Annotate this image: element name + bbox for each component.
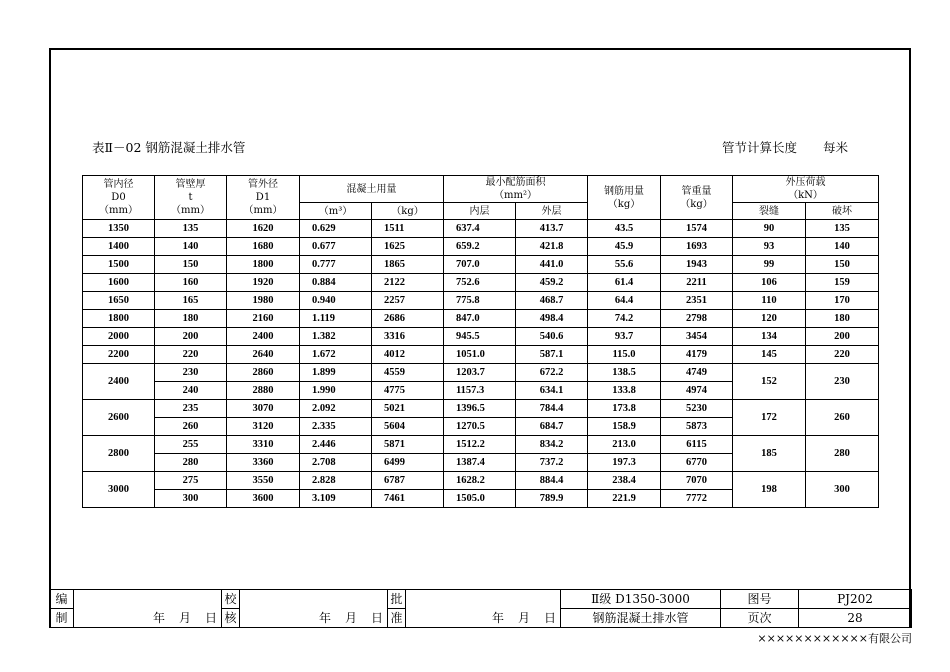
table-cell-merged: 198 bbox=[733, 472, 806, 508]
table-cell: 1680 bbox=[227, 238, 300, 256]
table-cell: 2257 bbox=[372, 292, 444, 310]
table-cell: 1943 bbox=[661, 256, 733, 274]
tb-spec-line2: 钢筋混凝土排水管 bbox=[561, 609, 721, 628]
table-cell: 1396.5 bbox=[444, 400, 516, 418]
table-cell: 133.8 bbox=[588, 382, 661, 400]
header-crack: 裂缝 bbox=[733, 203, 806, 220]
table-cell: 1650 bbox=[83, 292, 155, 310]
tb-pi: 批 bbox=[388, 590, 406, 609]
table-cell: 0.777 bbox=[300, 256, 372, 274]
header-line: 管外径 bbox=[248, 179, 278, 190]
table-cell: 90 bbox=[733, 220, 806, 238]
table-cell: 6115 bbox=[661, 436, 733, 454]
table-cell: 1920 bbox=[227, 274, 300, 292]
table-cell-merged: 300 bbox=[806, 472, 879, 508]
table-cell: 1800 bbox=[227, 256, 300, 274]
table-cell: 0.884 bbox=[300, 274, 372, 292]
table-cell: 1051.0 bbox=[444, 346, 516, 364]
table-cell: 45.9 bbox=[588, 238, 661, 256]
length-label: 管节计算长度 bbox=[722, 140, 798, 155]
table-cell-merged: 152 bbox=[733, 364, 806, 400]
table-cell: 1270.5 bbox=[444, 418, 516, 436]
table-cell: 0.940 bbox=[300, 292, 372, 310]
table-cell-merged: 3000 bbox=[83, 472, 155, 508]
header-line: 管壁厚 bbox=[175, 179, 206, 190]
header-line: （mm） bbox=[243, 205, 283, 216]
table-cell: 0.629 bbox=[300, 220, 372, 238]
table-cell-merged: 2800 bbox=[83, 436, 155, 472]
table-cell: 2798 bbox=[661, 310, 733, 328]
table-cell: 1387.4 bbox=[444, 454, 516, 472]
tb-check-date: 年 月 日 bbox=[240, 590, 388, 628]
table-cell: 5021 bbox=[372, 400, 444, 418]
table-row bbox=[83, 364, 879, 382]
tb-he: 核 bbox=[222, 609, 240, 628]
table-cell: 413.7 bbox=[516, 220, 588, 238]
header-concrete-kg: （kg） bbox=[372, 203, 444, 220]
table-cell: 180 bbox=[155, 310, 227, 328]
table-header bbox=[83, 176, 879, 220]
header-concrete: 混凝土用量 bbox=[300, 176, 444, 203]
table-cell: 280 bbox=[155, 454, 227, 472]
table-cell: 3550 bbox=[227, 472, 300, 490]
table-cell: 2200 bbox=[83, 346, 155, 364]
table-cell: 540.6 bbox=[516, 328, 588, 346]
table-cell: 1505.0 bbox=[444, 490, 516, 508]
table-cell: 1.382 bbox=[300, 328, 372, 346]
table-row bbox=[83, 274, 879, 292]
table-cell: 238.4 bbox=[588, 472, 661, 490]
length-value: 每米 bbox=[822, 140, 848, 155]
header-line: （mm） bbox=[99, 205, 138, 216]
tb-jiao: 校 bbox=[222, 590, 240, 609]
header-line: D0 bbox=[111, 192, 126, 203]
table-cell: 99 bbox=[733, 256, 806, 274]
header-line: （kg） bbox=[680, 198, 713, 210]
table-cell: 1865 bbox=[372, 256, 444, 274]
table-cell: 74.2 bbox=[588, 310, 661, 328]
table-row bbox=[83, 400, 879, 418]
table-cell: 255 bbox=[155, 436, 227, 454]
table-cell: 3310 bbox=[227, 436, 300, 454]
table-cell: 240 bbox=[155, 382, 227, 400]
table-cell: 752.6 bbox=[444, 274, 516, 292]
table-cell: 140 bbox=[806, 238, 879, 256]
table-cell: 134 bbox=[733, 328, 806, 346]
table-cell: 1203.7 bbox=[444, 364, 516, 382]
tb-approve-date: 年 月 日 bbox=[406, 590, 561, 628]
table-cell: 468.7 bbox=[516, 292, 588, 310]
table-cell: 2.708 bbox=[300, 454, 372, 472]
header-outer-layer: 外层 bbox=[516, 203, 588, 220]
table-row bbox=[83, 310, 879, 328]
table-cell: 2122 bbox=[372, 274, 444, 292]
table-row bbox=[83, 292, 879, 310]
table-cell: 221.9 bbox=[588, 490, 661, 508]
table-cell: 3600 bbox=[227, 490, 300, 508]
table-cell: 2.092 bbox=[300, 400, 372, 418]
table-cell: 230 bbox=[155, 364, 227, 382]
table-row bbox=[83, 238, 879, 256]
table-cell: 5604 bbox=[372, 418, 444, 436]
header-external-load bbox=[733, 176, 879, 203]
table-cell: 2.335 bbox=[300, 418, 372, 436]
length-note bbox=[722, 138, 848, 156]
table-cell: 93.7 bbox=[588, 328, 661, 346]
table-cell: 587.1 bbox=[516, 346, 588, 364]
table-cell: 737.2 bbox=[516, 454, 588, 472]
table-cell: 707.0 bbox=[444, 256, 516, 274]
header-line: 管内径 bbox=[103, 179, 134, 190]
table-cell: 170 bbox=[806, 292, 879, 310]
table-cell: 1400 bbox=[83, 238, 155, 256]
table-cell: 2160 bbox=[227, 310, 300, 328]
tb-zhi: 制 bbox=[50, 609, 74, 628]
table-cell: 1693 bbox=[661, 238, 733, 256]
table-cell-merged: 260 bbox=[806, 400, 879, 436]
tb-page-label: 页次 bbox=[721, 609, 799, 628]
table-cell-merged: 2600 bbox=[83, 400, 155, 436]
table-row bbox=[83, 328, 879, 346]
tb-page: 28 bbox=[799, 609, 912, 628]
pipe-spec-table bbox=[82, 175, 879, 508]
table-cell: 834.2 bbox=[516, 436, 588, 454]
table-cell: 6787 bbox=[372, 472, 444, 490]
tb-drawing-no: PJ202 bbox=[799, 590, 912, 609]
header-outer-diameter bbox=[227, 176, 300, 220]
header-line: t bbox=[188, 192, 193, 203]
table-cell: 5871 bbox=[372, 436, 444, 454]
table-cell: 197.3 bbox=[588, 454, 661, 472]
table-cell: 220 bbox=[806, 346, 879, 364]
table-cell: 275 bbox=[155, 472, 227, 490]
table-cell: 145 bbox=[733, 346, 806, 364]
table-cell: 43.5 bbox=[588, 220, 661, 238]
table-cell: 1600 bbox=[83, 274, 155, 292]
table-row bbox=[83, 472, 879, 490]
header-rebar-area bbox=[444, 176, 588, 203]
table-cell: 2.828 bbox=[300, 472, 372, 490]
table-cell: 1625 bbox=[372, 238, 444, 256]
table-cell: 165 bbox=[155, 292, 227, 310]
table-cell: 159 bbox=[806, 274, 879, 292]
table-cell: 173.8 bbox=[588, 400, 661, 418]
table-cell: 2351 bbox=[661, 292, 733, 310]
table-cell: 3070 bbox=[227, 400, 300, 418]
table-cell: 1512.2 bbox=[444, 436, 516, 454]
header-wall-thickness bbox=[155, 176, 227, 220]
table-cell: 1511 bbox=[372, 220, 444, 238]
table-cell: 106 bbox=[733, 274, 806, 292]
table-cell: 150 bbox=[155, 256, 227, 274]
table-cell: 138.5 bbox=[588, 364, 661, 382]
header-line: （kN） bbox=[788, 190, 823, 201]
table-row bbox=[83, 256, 879, 274]
table-cell-merged: 230 bbox=[806, 364, 879, 400]
table-cell: 1800 bbox=[83, 310, 155, 328]
table-cell: 1980 bbox=[227, 292, 300, 310]
table-cell: 7070 bbox=[661, 472, 733, 490]
header-line: 外压荷载 bbox=[785, 177, 826, 188]
table-cell: 180 bbox=[806, 310, 879, 328]
table-cell: 1.899 bbox=[300, 364, 372, 382]
table-cell: 135 bbox=[155, 220, 227, 238]
table-row bbox=[83, 220, 879, 238]
table-cell: 2640 bbox=[227, 346, 300, 364]
table-cell: 1500 bbox=[83, 256, 155, 274]
table-cell: 135 bbox=[806, 220, 879, 238]
table-cell: 120 bbox=[733, 310, 806, 328]
table-cell: 1157.3 bbox=[444, 382, 516, 400]
header-line: （mm²） bbox=[494, 190, 537, 201]
table-cell: 1.119 bbox=[300, 310, 372, 328]
header-concrete-m3: （m³） bbox=[300, 203, 372, 220]
table-cell: 3360 bbox=[227, 454, 300, 472]
table-cell: 684.7 bbox=[516, 418, 588, 436]
table-cell-merged: 185 bbox=[733, 436, 806, 472]
table-cell: 3120 bbox=[227, 418, 300, 436]
table-cell: 847.0 bbox=[444, 310, 516, 328]
table-title bbox=[92, 138, 245, 156]
table-cell: 498.4 bbox=[516, 310, 588, 328]
table-cell: 7461 bbox=[372, 490, 444, 508]
table-cell: 2000 bbox=[83, 328, 155, 346]
header-inner-layer: 内层 bbox=[444, 203, 516, 220]
table-cell: 2.446 bbox=[300, 436, 372, 454]
table-cell: 4775 bbox=[372, 382, 444, 400]
table-cell: 2211 bbox=[661, 274, 733, 292]
table-cell-merged: 2400 bbox=[83, 364, 155, 400]
tb-zhun: 准 bbox=[388, 609, 406, 628]
table-cell: 5230 bbox=[661, 400, 733, 418]
table-cell: 2880 bbox=[227, 382, 300, 400]
table-row bbox=[83, 346, 879, 364]
table-cell: 4749 bbox=[661, 364, 733, 382]
table-cell: 260 bbox=[155, 418, 227, 436]
table-cell: 61.4 bbox=[588, 274, 661, 292]
table-cell: 659.2 bbox=[444, 238, 516, 256]
tb-bian: 编 bbox=[50, 590, 74, 609]
table-cell: 55.6 bbox=[588, 256, 661, 274]
tb-drawing-no-label: 图号 bbox=[721, 590, 799, 609]
table-number: 表Ⅱ－02 bbox=[92, 140, 142, 155]
table-cell: 459.2 bbox=[516, 274, 588, 292]
table-cell: 6499 bbox=[372, 454, 444, 472]
table-cell: 1.672 bbox=[300, 346, 372, 364]
table-cell: 200 bbox=[155, 328, 227, 346]
header-line: （kg） bbox=[607, 198, 641, 210]
table-cell: 421.8 bbox=[516, 238, 588, 256]
header-pipe-weight bbox=[661, 176, 733, 220]
table-cell: 220 bbox=[155, 346, 227, 364]
table-cell: 884.4 bbox=[516, 472, 588, 490]
table-cell: 6770 bbox=[661, 454, 733, 472]
table-cell: 0.677 bbox=[300, 238, 372, 256]
table-cell: 300 bbox=[155, 490, 227, 508]
table-name: 钢筋混凝土排水管 bbox=[145, 140, 246, 155]
table-cell: 2686 bbox=[372, 310, 444, 328]
table-cell: 441.0 bbox=[516, 256, 588, 274]
header-line: 最小配筋面积 bbox=[485, 177, 546, 188]
table-cell: 2400 bbox=[227, 328, 300, 346]
table-cell: 4974 bbox=[661, 382, 733, 400]
table-cell: 235 bbox=[155, 400, 227, 418]
table-cell: 1350 bbox=[83, 220, 155, 238]
tb-spec-line1: Ⅱ级 D1350-3000 bbox=[561, 590, 721, 609]
table-cell: 64.4 bbox=[588, 292, 661, 310]
table-cell: 93 bbox=[733, 238, 806, 256]
table-cell: 140 bbox=[155, 238, 227, 256]
table-cell: 1574 bbox=[661, 220, 733, 238]
table-cell: 634.1 bbox=[516, 382, 588, 400]
table-cell: 1.990 bbox=[300, 382, 372, 400]
table-cell: 158.9 bbox=[588, 418, 661, 436]
tb-compile-date: 年 月 日 bbox=[74, 590, 222, 628]
header-failure: 破坏 bbox=[806, 203, 879, 220]
table-cell: 4179 bbox=[661, 346, 733, 364]
table-cell: 4012 bbox=[372, 346, 444, 364]
table-cell: 945.5 bbox=[444, 328, 516, 346]
title-block bbox=[49, 589, 912, 628]
header-inner-diameter bbox=[83, 176, 155, 220]
table-body bbox=[83, 220, 879, 508]
table-cell: 775.8 bbox=[444, 292, 516, 310]
table-cell: 2860 bbox=[227, 364, 300, 382]
table-cell: 3316 bbox=[372, 328, 444, 346]
table-cell: 160 bbox=[155, 274, 227, 292]
header-line: 管重量 bbox=[681, 185, 712, 197]
header-line: 钢筋用量 bbox=[604, 185, 644, 197]
table-cell: 7772 bbox=[661, 490, 733, 508]
table-cell: 110 bbox=[733, 292, 806, 310]
table-cell: 213.0 bbox=[588, 436, 661, 454]
table-cell: 5873 bbox=[661, 418, 733, 436]
table-cell-merged: 280 bbox=[806, 436, 879, 472]
header-steel-usage bbox=[588, 176, 661, 220]
table-cell: 1628.2 bbox=[444, 472, 516, 490]
table-cell: 1620 bbox=[227, 220, 300, 238]
table-cell: 115.0 bbox=[588, 346, 661, 364]
table-cell: 3.109 bbox=[300, 490, 372, 508]
table-cell: 150 bbox=[806, 256, 879, 274]
table-cell: 3454 bbox=[661, 328, 733, 346]
company-name: ××××××××××××有限公司 bbox=[757, 632, 912, 645]
table-cell: 200 bbox=[806, 328, 879, 346]
table-cell: 784.4 bbox=[516, 400, 588, 418]
table-cell: 789.9 bbox=[516, 490, 588, 508]
table-cell-merged: 172 bbox=[733, 400, 806, 436]
table-cell: 637.4 bbox=[444, 220, 516, 238]
header-line: （mm） bbox=[171, 205, 210, 216]
table-cell: 672.2 bbox=[516, 364, 588, 382]
header-line: D1 bbox=[255, 192, 271, 203]
table-cell: 4559 bbox=[372, 364, 444, 382]
table-row bbox=[83, 436, 879, 454]
